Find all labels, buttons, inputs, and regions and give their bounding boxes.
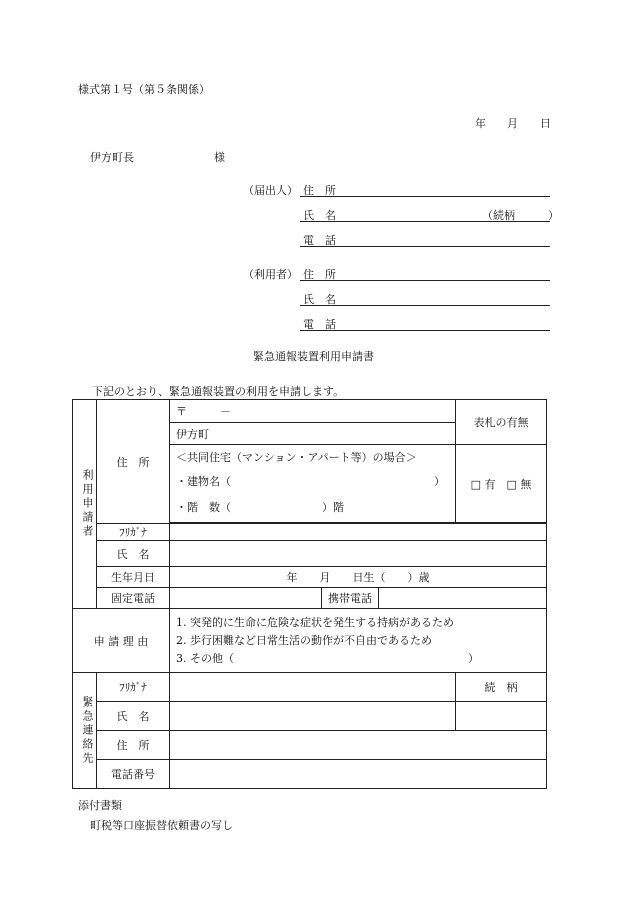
birth-label: 生年月日 [97,567,170,588]
attachments-label: 添付書類 [78,799,122,812]
nameplate-header: 表札の有無 [456,400,547,445]
birth-value[interactable]: 年 月 日生（ ）歳 [170,567,547,588]
applicant-header-cell [73,400,97,609]
user-address-label: 住 所 [303,268,336,281]
notifier-label: （届出人） [243,184,298,197]
furigana-label: ﾌﾘｶﾞﾅ [97,524,170,541]
notifier-phone-line[interactable] [300,246,550,247]
date-year: 年 [475,117,486,130]
em-relation-label: 続 柄 [456,673,547,702]
town-cell[interactable]: 伊方町 [170,423,456,445]
floors-label: ・階 数（ [176,501,231,514]
reason-3-close: ） [468,651,479,665]
user-address-line[interactable] [300,280,550,281]
landline-label: 固定電話 [97,588,170,609]
em-name-label: 氏 名 [97,702,170,731]
em-address-label: 住 所 [97,731,170,760]
application-table [72,399,547,609]
postal-cell[interactable]: 〒 － [170,400,456,423]
nameplate-options[interactable]: □ 有 □ 無 [456,445,547,523]
landline-field[interactable] [170,588,322,609]
notifier-address-label: 住 所 [303,184,336,197]
emergency-table [72,672,547,789]
date-month: 月 [507,117,518,130]
name-label: 氏 名 [97,541,170,567]
reason-table [72,608,547,673]
address-label: 住 所 [97,400,170,524]
notifier-relation: （続柄 ） [482,209,559,222]
furigana-field[interactable] [170,524,547,541]
em-name-field[interactable] [170,702,456,731]
reason-3[interactable]: 3. その他（ [176,651,234,665]
mobile-field[interactable] [379,588,547,609]
floors-close: ）階 [322,501,344,514]
emergency-header-cell [73,673,97,789]
reason-1[interactable]: 1. 突発的に生命に危険な症状を発生する持病があるため [176,615,454,629]
user-label: （利用者） [243,268,298,281]
user-phone-line[interactable] [300,330,550,331]
user-name-line[interactable] [300,305,550,306]
mobile-label: 携帯電話 [322,588,379,609]
em-relation-field[interactable] [456,702,547,731]
form-title: 緊急通報装置利用申請書 [253,350,374,363]
em-phone-field[interactable] [170,760,547,789]
date-day: 日 [540,117,551,130]
notifier-name-line[interactable] [300,221,550,222]
user-phone-label: 電 話 [303,318,336,331]
emergency-header: 緊急連絡先 [81,695,94,766]
em-address-field[interactable] [170,731,547,760]
reason-2[interactable]: 2. 歩行困難など日常生活の動作が不自由であるため [176,633,432,647]
reason-label: 申 請 理 由 [73,609,170,673]
reason-cell[interactable] [170,609,547,673]
em-furigana-label: ﾌﾘｶﾞﾅ [97,673,170,702]
notifier-name-label: 氏 名 [303,209,336,222]
attachment-item: 町税等口座振替依頼書の写し [90,819,233,832]
notifier-phone-label: 電 話 [303,234,336,247]
addressee-honorific: 様 [214,151,225,164]
building-close: ） [434,475,445,488]
form-number: 様式第１号（第５条関係） [78,83,210,96]
housing-note: ＜共同住宅（マンション・アパート等）の場合＞ [176,451,417,464]
intro-text: 下記のとおり、緊急通報装置の利用を申請します。 [92,385,345,398]
name-field[interactable] [170,541,547,567]
notifier-address-line[interactable] [300,196,550,197]
user-name-label: 氏 名 [303,293,336,306]
housing-cell[interactable] [170,445,456,523]
applicant-header: 利用申請者 [81,469,94,539]
building-label: ・建物名（ [176,475,231,488]
em-phone-label: 電話番号 [97,760,170,789]
em-furigana-field[interactable] [170,673,456,702]
addressee-name: 伊方町長 [90,151,134,164]
